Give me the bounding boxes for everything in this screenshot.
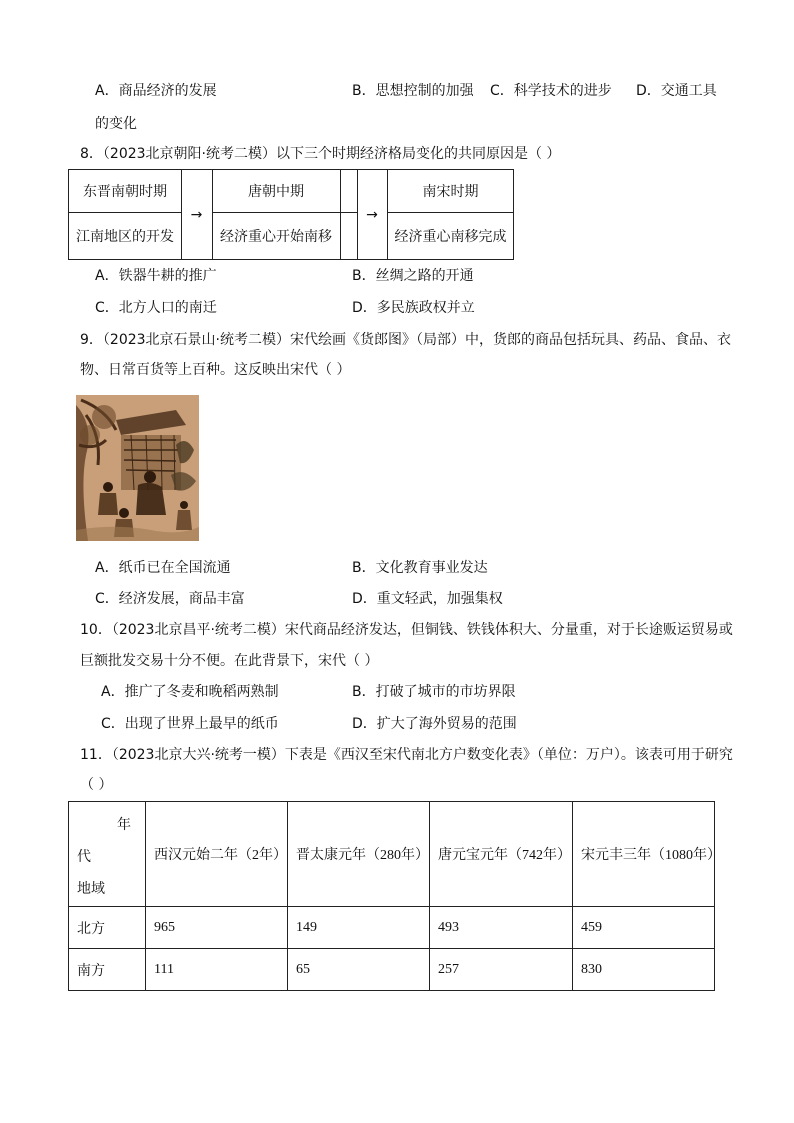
q8-option-b: B．丝绸之路的开通 [352,268,474,284]
q8-period-2-header: 唐朝中期 [248,184,304,200]
table-header-row [69,802,715,907]
q9-stem-line-2: 物、日常百货等上百种。这反映出宋代（ ） [80,362,351,378]
table-cell: 257 [430,949,573,991]
q7-option-c: C．科学技术的进步 [490,83,612,99]
table-row [69,949,715,991]
column-header: 宋元丰三年（1080年） [573,802,715,907]
q7-option-a: A．商品经济的发展 [95,83,217,99]
row-region: 南方 [69,949,146,991]
peddler-painting-image [76,395,199,541]
q9-stem-line-1: 9．（2023北京石景山·统考二模）宋代绘画《货郎图》（局部）中，货郎的商品包括玩具、药品、食品、衣 [80,332,731,348]
row-region: 北方 [69,907,146,949]
q8-option-d: D．多民族政权并立 [352,300,475,316]
q8-option-a: A．铁器牛耕的推广 [95,268,217,284]
q10-option-c: C．出现了世界上最早的纸币 [101,716,279,732]
corner-label-region: 地域 [77,881,105,897]
table-cell: 459 [573,907,715,949]
household-data-table [68,801,721,991]
column-header: 唐元宝元年（742年） [430,802,573,907]
corner-label-era: 代 [77,849,91,865]
q8-arrow-2: → [366,206,378,223]
q8-stem: 8．（2023北京朝阳·统考二模）以下三个时期经济格局变化的共同原因是（ ） [80,146,561,162]
q7-option-d: D．交通工具 [636,83,717,99]
q8-flow-table [68,169,514,260]
q7-option-d-continued: 的变化 [95,116,137,132]
table-row [69,907,715,949]
table-corner-cell [69,802,146,907]
q10-stem-line-2: 巨额批发交易十分不便。在此背景下，宋代（ ） [80,653,379,669]
table-cell: 830 [573,949,715,991]
table-cell: 149 [288,907,430,949]
q8-period-1-header: 东晋南朝时期 [83,184,167,200]
q11-stem-line-1: 11．（2023北京大兴·统考一模）下表是《西汉至宋代南北方户数变化表》（单位：万户）。该表可用于研究 [80,747,733,763]
q10-stem-line-1: 10．（2023北京昌平·统考二模）宋代商品经济发达，但铜钱、铁钱体积大、分量重，对于长途贩运贸易或 [80,622,733,638]
q7-option-b: B．思想控制的加强 [352,83,474,99]
q9-option-d: D．重文轻武，加强集权 [352,591,503,607]
table-cell: 965 [146,907,288,949]
column-header: 晋太康元年（280年） [288,802,430,907]
q11-stem-line-2: （ ） [80,777,113,793]
q9-option-c: C．经济发展，商品丰富 [95,591,245,607]
table-cell: 493 [430,907,573,949]
q8-period-1-content: 江南地区的开发 [76,228,174,245]
q8-period-2-content: 经济重心开始南移 [220,228,332,245]
table-cell: 111 [146,949,288,991]
q10-option-b: B．打破了城市的市坊界限 [352,684,516,700]
q9-option-b: B．文化教育事业发达 [352,560,488,576]
q8-period-3-header: 南宋时期 [422,184,479,200]
corner-label-year: 年 [117,817,131,833]
q10-option-a: A．推广了冬麦和晚稻两熟制 [101,684,279,700]
q8-period-3-content: 经济重心南移完成 [394,228,507,245]
q8-arrow-1: → [190,206,203,223]
q9-option-a: A．纸币已在全国流通 [95,560,231,576]
q10-option-d: D．扩大了海外贸易的范围 [352,716,517,732]
column-header: 西汉元始二年（2年） [146,802,288,907]
q8-option-c: C．北方人口的南迁 [95,300,217,316]
table-cell: 65 [288,949,430,991]
